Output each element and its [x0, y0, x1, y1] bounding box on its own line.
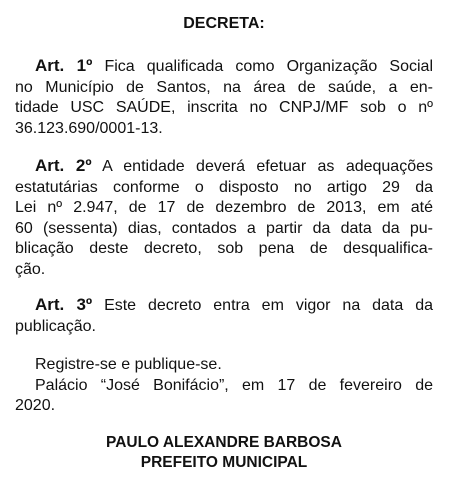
article-2-text-line: A entidade deverá efetuar as adequações: [102, 158, 434, 175]
article-2-text-line: blicação deste decreto, sob pena de desqualifica-: [15, 240, 433, 257]
signatory-name: PAULO ALEXANDRE BARBOSA: [106, 434, 342, 451]
closing-year-line: 2020.: [15, 397, 56, 414]
article-2-text-line: estatutárias conforme o disposto no artigo 29 da: [15, 178, 433, 196]
article-3-text-line: Este decreto entra em vigor na data da: [104, 297, 433, 314]
article-3-first-line: [15, 295, 433, 317]
article-1-text-line: 36.123.690/0001-13.: [15, 119, 163, 137]
article-1-first-line: [15, 56, 433, 78]
article-2-text-line: ção.: [15, 260, 46, 278]
article-1: [15, 56, 433, 139]
article-1-text-line: tidade USC SAÚDE, inscrita no CNPJ/MF sob o nº: [15, 99, 433, 116]
article-1-text-line: no Município de Santos, na área de saúde, a en-: [15, 78, 433, 96]
closing-register-line: Registre-se e publique-se.: [35, 356, 222, 373]
article-3: [15, 295, 433, 337]
closing-block: [15, 355, 433, 417]
article-2-text-line: 60 (sessenta) dias, contados a partir da data da pu-: [15, 219, 433, 237]
closing-palace-line: Palácio “José Bonifácio”, em 17 de fevereiro de: [35, 376, 433, 394]
signature-block: [15, 433, 433, 473]
article-3-text-line: publicação.: [15, 317, 96, 335]
article-3-label: Art. 3º: [35, 295, 93, 314]
article-2: [15, 156, 433, 280]
article-1-text-line: Fica qualificada como Organização Social: [104, 58, 433, 75]
signatory-title: PREFEITO MUNICIPAL: [140, 454, 308, 471]
article-1-label: Art. 1º: [35, 56, 93, 75]
article-2-first-line: [15, 156, 433, 178]
decree-heading: DECRETA:: [183, 15, 265, 32]
article-2-label: Art. 2º: [35, 156, 92, 175]
article-2-text-line: Lei nº 2.947, de 17 de dezembro de 2013, em até: [15, 199, 433, 216]
